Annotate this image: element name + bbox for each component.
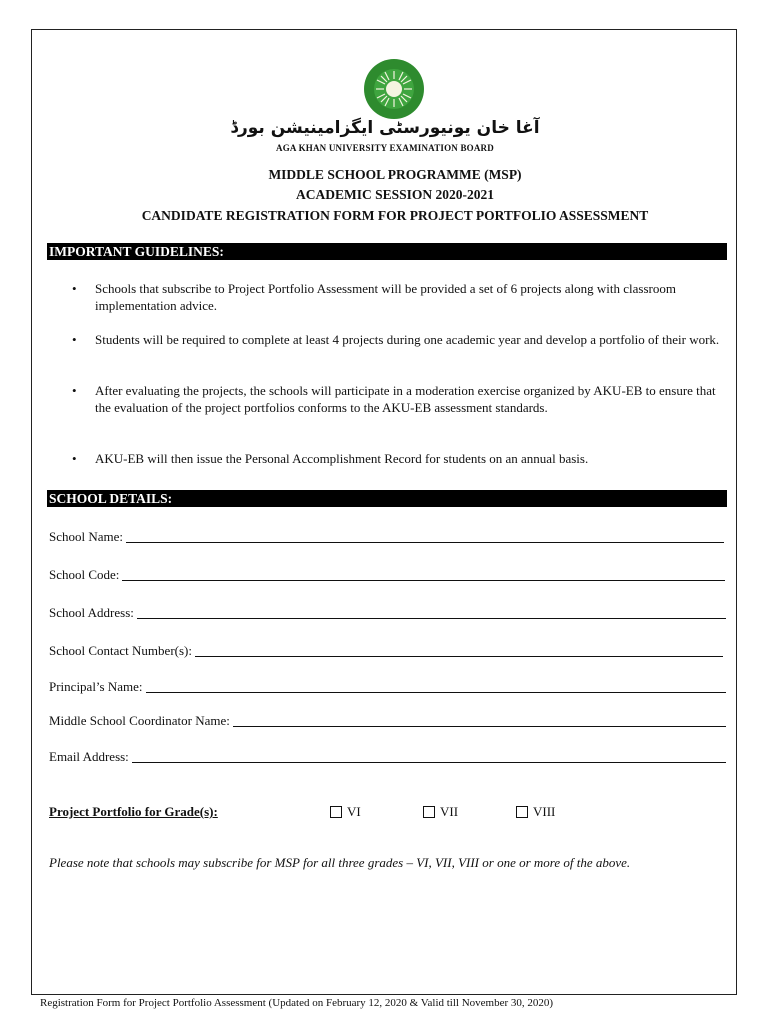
grades-label: Project Portfolio for Grade(s): xyxy=(49,804,218,819)
guideline-item: • AKU-EB will then issue the Personal Accomplishment Record for students on an annual basis. xyxy=(72,451,589,466)
bullet-icon: • xyxy=(72,383,77,398)
session-title: ACADEMIC SESSION 2020-2021 xyxy=(295,187,495,202)
email-address-input[interactable] xyxy=(132,761,726,763)
bullet-icon: • xyxy=(72,451,77,466)
page-footer: Registration Form for Project Portfolio Assessment (Updated on February 12, 2020 & Valid till November 30, 2020) xyxy=(40,997,554,1009)
field-label: Email Address: xyxy=(49,749,129,764)
programme-title: MIDDLE SCHOOL PROGRAMME (MSP) xyxy=(268,167,522,182)
board-name-urdu: آغا خان یونیورسٹی ایگزامینیشن بورڈ xyxy=(230,118,540,138)
field-label: School Name: xyxy=(49,529,124,544)
bullet-icon: • xyxy=(72,281,77,296)
board-name: AGA KHAN UNIVERSITY EXAMINATION BOARD xyxy=(276,143,494,153)
email-address-field[interactable] xyxy=(49,747,726,765)
school-address-input[interactable] xyxy=(137,617,726,619)
school-name-field[interactable] xyxy=(49,527,724,545)
guideline-item: • After evaluating the projects, the schools will participate in a moderation exercise organized by AKU-EB to ensure that the evaluation of the project portfolios conforms to the AKU-EB assessment standards. xyxy=(72,383,716,415)
subscription-note: Please note that schools may subscribe for MSP for all three grades – VI, VII, VIII or one or more of the above. xyxy=(49,855,631,870)
coordinator-name-input[interactable] xyxy=(233,725,726,727)
school-contact-input[interactable] xyxy=(195,655,723,657)
field-label: Principal’s Name: xyxy=(49,679,143,694)
school-name-input[interactable] xyxy=(126,541,724,543)
school-address-field[interactable] xyxy=(49,603,726,621)
university-seal-logo xyxy=(363,58,425,120)
bullet-icon: • xyxy=(72,332,77,347)
school-contact-field[interactable] xyxy=(49,641,723,659)
field-label: School Address: xyxy=(49,605,134,620)
checkbox-icon[interactable] xyxy=(423,806,435,818)
grade-vi-checkbox[interactable]: VI xyxy=(330,804,361,820)
coordinator-name-field[interactable] xyxy=(49,711,726,729)
field-label: Middle School Coordinator Name: xyxy=(49,713,230,728)
principal-name-field[interactable] xyxy=(49,677,726,695)
field-label: School Contact Number(s): xyxy=(49,643,192,658)
checkbox-icon[interactable] xyxy=(330,806,342,818)
school-code-input[interactable] xyxy=(122,579,725,581)
grade-vii-checkbox[interactable]: VII xyxy=(423,804,458,820)
guideline-item: • Schools that subscribe to Project Portfolio Assessment will be provided a set of 6 projects along with classroom implementation advice. xyxy=(72,281,676,313)
form-title: CANDIDATE REGISTRATION FORM FOR PROJECT PORTFOLIO ASSESSMENT xyxy=(141,208,649,223)
school-code-field[interactable] xyxy=(49,565,725,583)
checkbox-icon[interactable] xyxy=(516,806,528,818)
guideline-item: • Students will be required to complete at least 4 projects during one academic year and develop a portfolio of their work. xyxy=(72,332,720,347)
principal-name-input[interactable] xyxy=(146,691,726,693)
guidelines-heading: IMPORTANT GUIDELINES: xyxy=(47,243,727,260)
grade-viii-checkbox[interactable]: VIII xyxy=(516,804,555,820)
field-label: School Code: xyxy=(49,567,120,582)
school-details-heading: SCHOOL DETAILS: xyxy=(47,490,727,507)
